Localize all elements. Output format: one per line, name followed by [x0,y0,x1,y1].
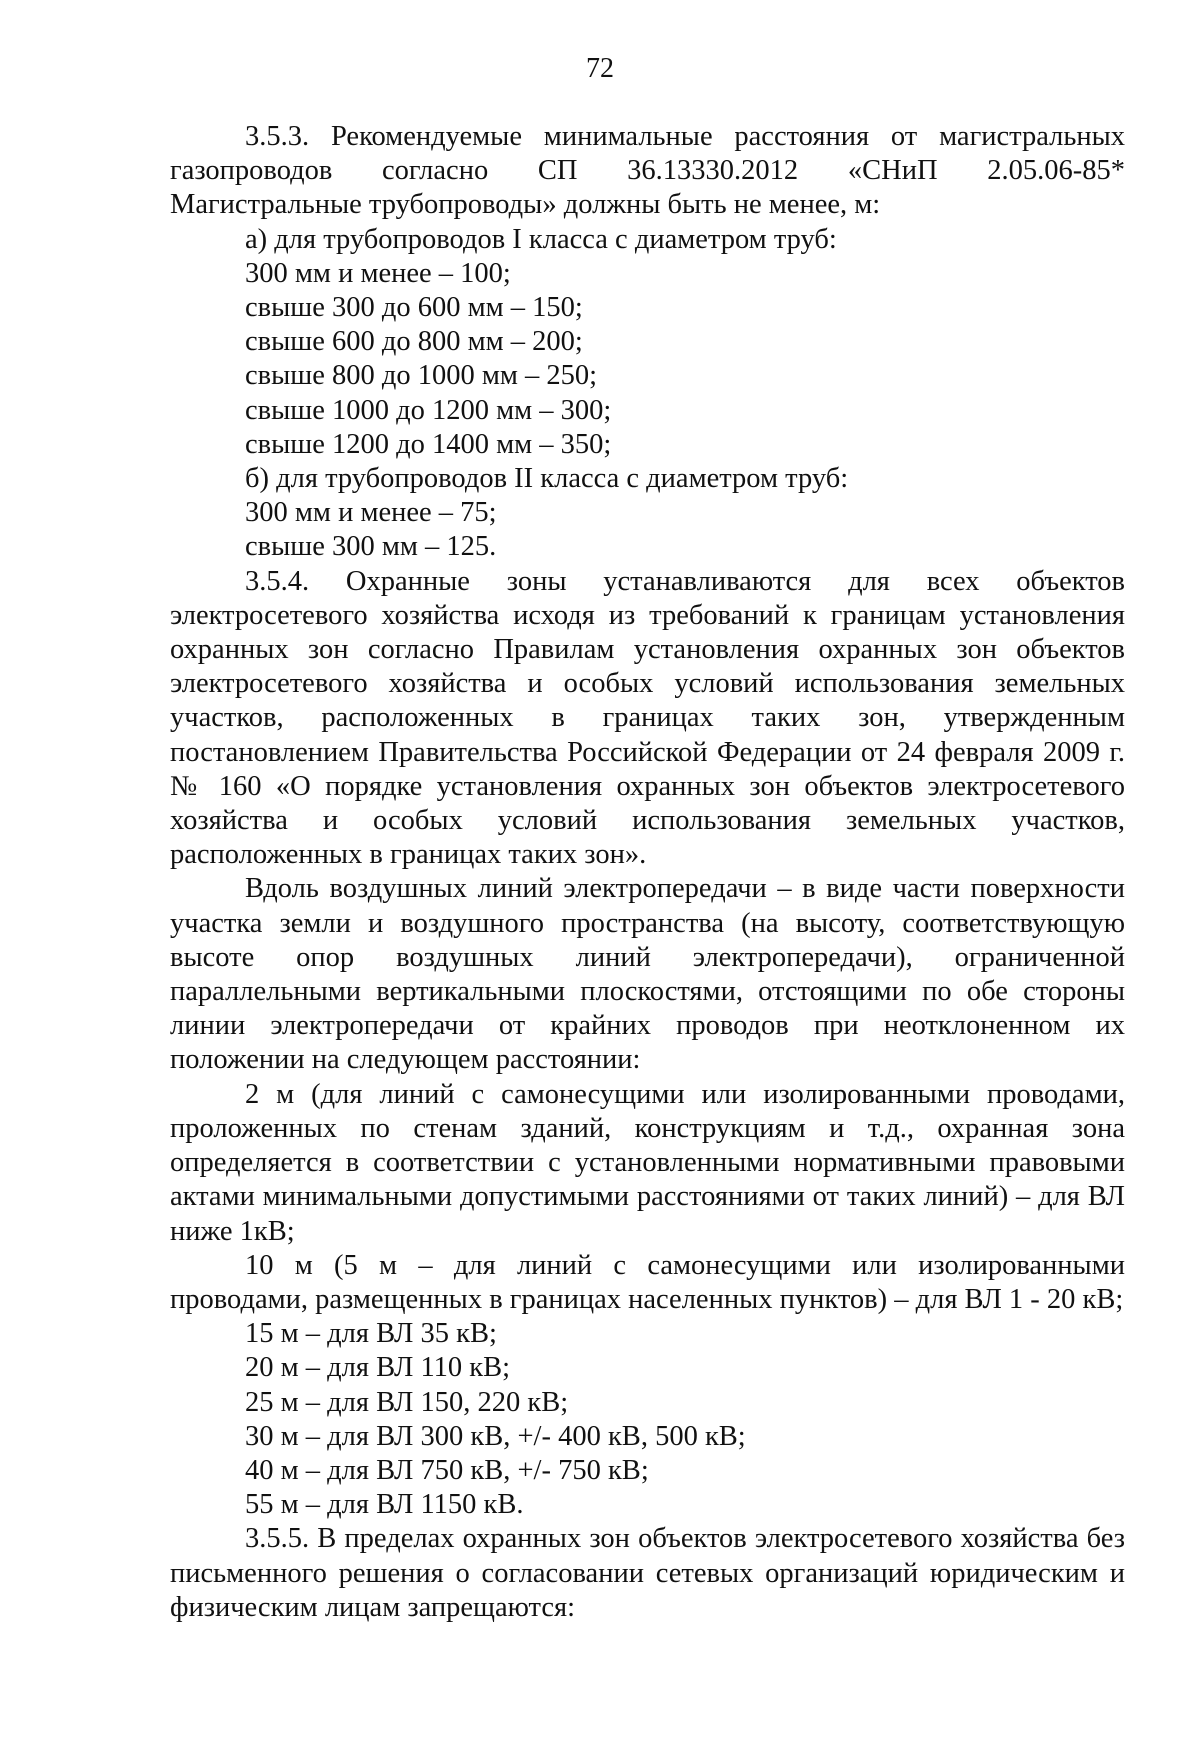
distance-item: 55 м – для ВЛ 1150 кВ. [245,1489,524,1521]
list-item: свыше 1200 до 1400 мм – 350; [245,428,612,460]
list-item: свыше 300 до 600 мм – 150; [245,292,583,324]
distance-item: 15 м – для ВЛ 35 кВ; [245,1318,497,1350]
below-1kv-paragraph: 2 м (для линий с самонесущими или изолированными проводами, проложенных по стенам зданий, конструкциям и т.д., охранная зона определяется в соответствии с установленными нормативными правовыми актами минимальными допустимыми расстояниями от таких линий) – для ВЛ ниже 1кВ; [170,1078,1125,1247]
section-354-paragraph: 3.5.4. Охранные зоны устанавливаются для всех объектов электросетевого хозяйства исходя из требований к границам установления охранных зон согласно Правилам установления охранных зон объектов электросетевого хозяйства и особых условий использования земельных участков, расположенных в границах таких зон, утвержденным постановлением Правительства Российской Федерации от 24 февраля 2009 г. № 160 «О порядке установления охранных зон объектов электросетевого хозяйства и особых условий использования земельных участков, расположенных в границах таких зон». [170,565,1125,871]
section-353-line3: Магистральные трубопроводы» должны быть не менее, м: [170,189,881,221]
section-353-line1: 3.5.3. Рекомендуемые минимальные расстояния от магистральных [245,121,1125,152]
page-body [170,120,1125,1625]
list-item: 300 мм и менее – 100; [245,257,511,289]
overhead-lines-paragraph: Вдоль воздушных линий электропередачи – в виде части поверхности участка земли и воздушного пространства (на высоту, соответствующую высоте опор воздушных линий электропередачи), ограниченной параллельными вертикальными плоскостями, отстоящими по обе стороны линии электропередачи от крайних проводов при неотклоненном их положении на следующем расстоянии: [170,873,1125,1076]
distance-item: 30 м – для ВЛ 300 кВ, +/- 400 кВ, 500 кВ; [245,1420,746,1452]
list-item: свыше 600 до 800 мм – 200; [245,326,583,358]
list-item: свыше 1000 до 1200 мм – 300; [245,394,612,426]
distance-item: 40 м – для ВЛ 750 кВ, +/- 750 кВ; [245,1454,649,1486]
list-item: свыше 800 до 1000 мм – 250; [245,360,598,392]
group-b-heading: б) для трубопроводов II класса с диаметром труб: [245,463,849,495]
page-number: 72 [586,53,614,84]
distance-item: 25 м – для ВЛ 150, 220 кВ; [245,1386,569,1418]
list-item: свыше 300 мм – 125. [245,531,497,563]
distance-item: 20 м – для ВЛ 110 кВ; [245,1352,511,1384]
section-353-line2: газопроводов согласно СП 36.13330.2012 «СНиП 2.05.06-85* [170,155,1125,187]
group-a-heading: а) для трубопроводов I класса с диаметром труб: [245,223,837,255]
section-355-paragraph: 3.5.5. В пределах охранных зон объектов электросетевого хозяйства без письменного решения о согласовании сетевых организаций юридическим и физическим лицам запрещаются: [170,1523,1125,1623]
list-item: 300 мм и менее – 75; [245,497,497,529]
1-20kv-paragraph: 10 м (5 м – для линий с самонесущими или изолированными проводами, размещенных в границах населенных пунктов) – для ВЛ 1 - 20 кВ; [170,1249,1125,1315]
